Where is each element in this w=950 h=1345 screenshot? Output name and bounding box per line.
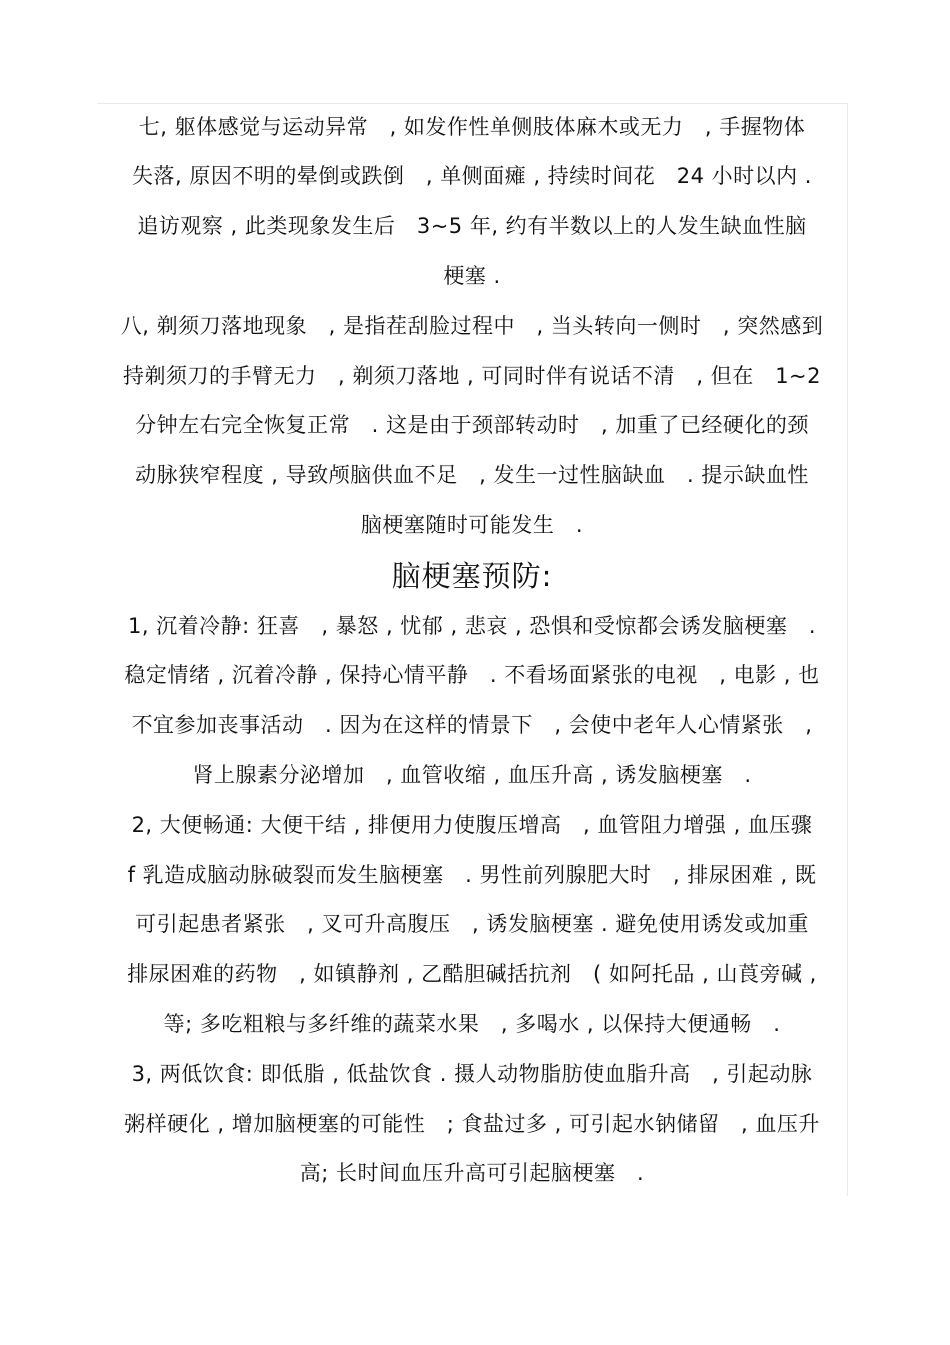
section7-line-2: 失落, 原因不明的晕倒或跌倒 , 单侧面瘫 , 持续时间花 24 小时以内 . bbox=[132, 164, 812, 188]
item3-line-3: 高; 长时间血压升高可引起脑梗塞 . bbox=[299, 1161, 645, 1185]
item1-line-2: 稳定情绪 , 沉着冷静 , 保持心情平静 . 不看场面紧张的电视 , 电影 , 也 bbox=[124, 663, 820, 687]
section8-line-3: 分钟左右完全恢复正常 . 这是由于颈部转动时 , 加重了已经硬化的颈 bbox=[135, 413, 809, 437]
section7-line-4: 梗塞 . bbox=[443, 264, 501, 288]
item2-line-1: 2, 大便畅通: 大便干结 , 排便用力使腹压增高 , 血管阻力增强 , 血压骤 bbox=[131, 813, 813, 837]
item2-line-3: 可引起患者紧张 , 叉可升高腹压 , 诱发脑梗塞 . 避免使用诱发或加重 bbox=[135, 912, 809, 936]
item2-line-2: f 乳造成脑动脉破裂而发生脑梗塞 . 男性前列腺肥大时 , 排尿困难 , 既 bbox=[127, 863, 817, 887]
section8-line-1: 八, 剃须刀落地现象 , 是指茬刮脸过程中 , 当头转向一侧时 , 突然感到 bbox=[120, 314, 824, 338]
section8-line-4: 动脉狭窄程度 , 导致颅脑供血不足 , 发生一过性脑缺血 . 提示缺血性 bbox=[135, 463, 809, 487]
section8-line-2: 持剃须刀的手臂无力 , 剃须刀落地 , 可同时伴有说话不清 , 但在 1~2 bbox=[122, 364, 822, 388]
page-border-right bbox=[847, 103, 848, 1196]
item3-line-1: 3, 两低饮食: 即低脂 , 低盐饮食 . 摄人动物脂肪使血脂升高 , 引起动脉 bbox=[131, 1062, 813, 1086]
section7-line-3: 追访观察 , 此类现象发生后 3~5 年, 约有半数以上的人发生缺血性脑 bbox=[137, 214, 807, 238]
item2-line-5: 等; 多吃粗粮与多纤维的蔬菜水果 , 多喝水 , 以保持大便通畅 . bbox=[163, 1012, 781, 1036]
item3-line-2: 粥样硬化 , 增加脑梗塞的可能性 ; 食盐过多 , 可引起水钠储留 , 血压升 bbox=[124, 1112, 820, 1136]
item2-line-4: 排尿困难的药物 , 如镇静剂 , 乙酷胆碱括抗剂 ( 如阿托品 , 山莨旁碱 , bbox=[127, 962, 817, 986]
prevention-heading: 脑梗塞预防: bbox=[391, 559, 553, 593]
section7-line-1: 七, 躯体感觉与运动异常 , 如发作性单侧肢体麻木或无力 , 手握物体 bbox=[138, 115, 806, 139]
item1-line-4: 肾上腺素分泌增加 , 血管收缩 , 血压升高 , 诱发脑梗塞 . bbox=[192, 763, 752, 787]
item1-line-3: 不宜参加丧事活动 . 因为在这样的情景下 , 会使中老年人心情紧张 , bbox=[131, 713, 813, 737]
section8-line-5: 脑梗塞随时可能发生 . bbox=[360, 513, 584, 537]
item1-line-1: 1, 沉着冷静: 狂喜 , 暴怒 , 忧郁 , 悲哀 , 恐惧和受惊都会诱发脑梗塞 . bbox=[127, 614, 817, 638]
